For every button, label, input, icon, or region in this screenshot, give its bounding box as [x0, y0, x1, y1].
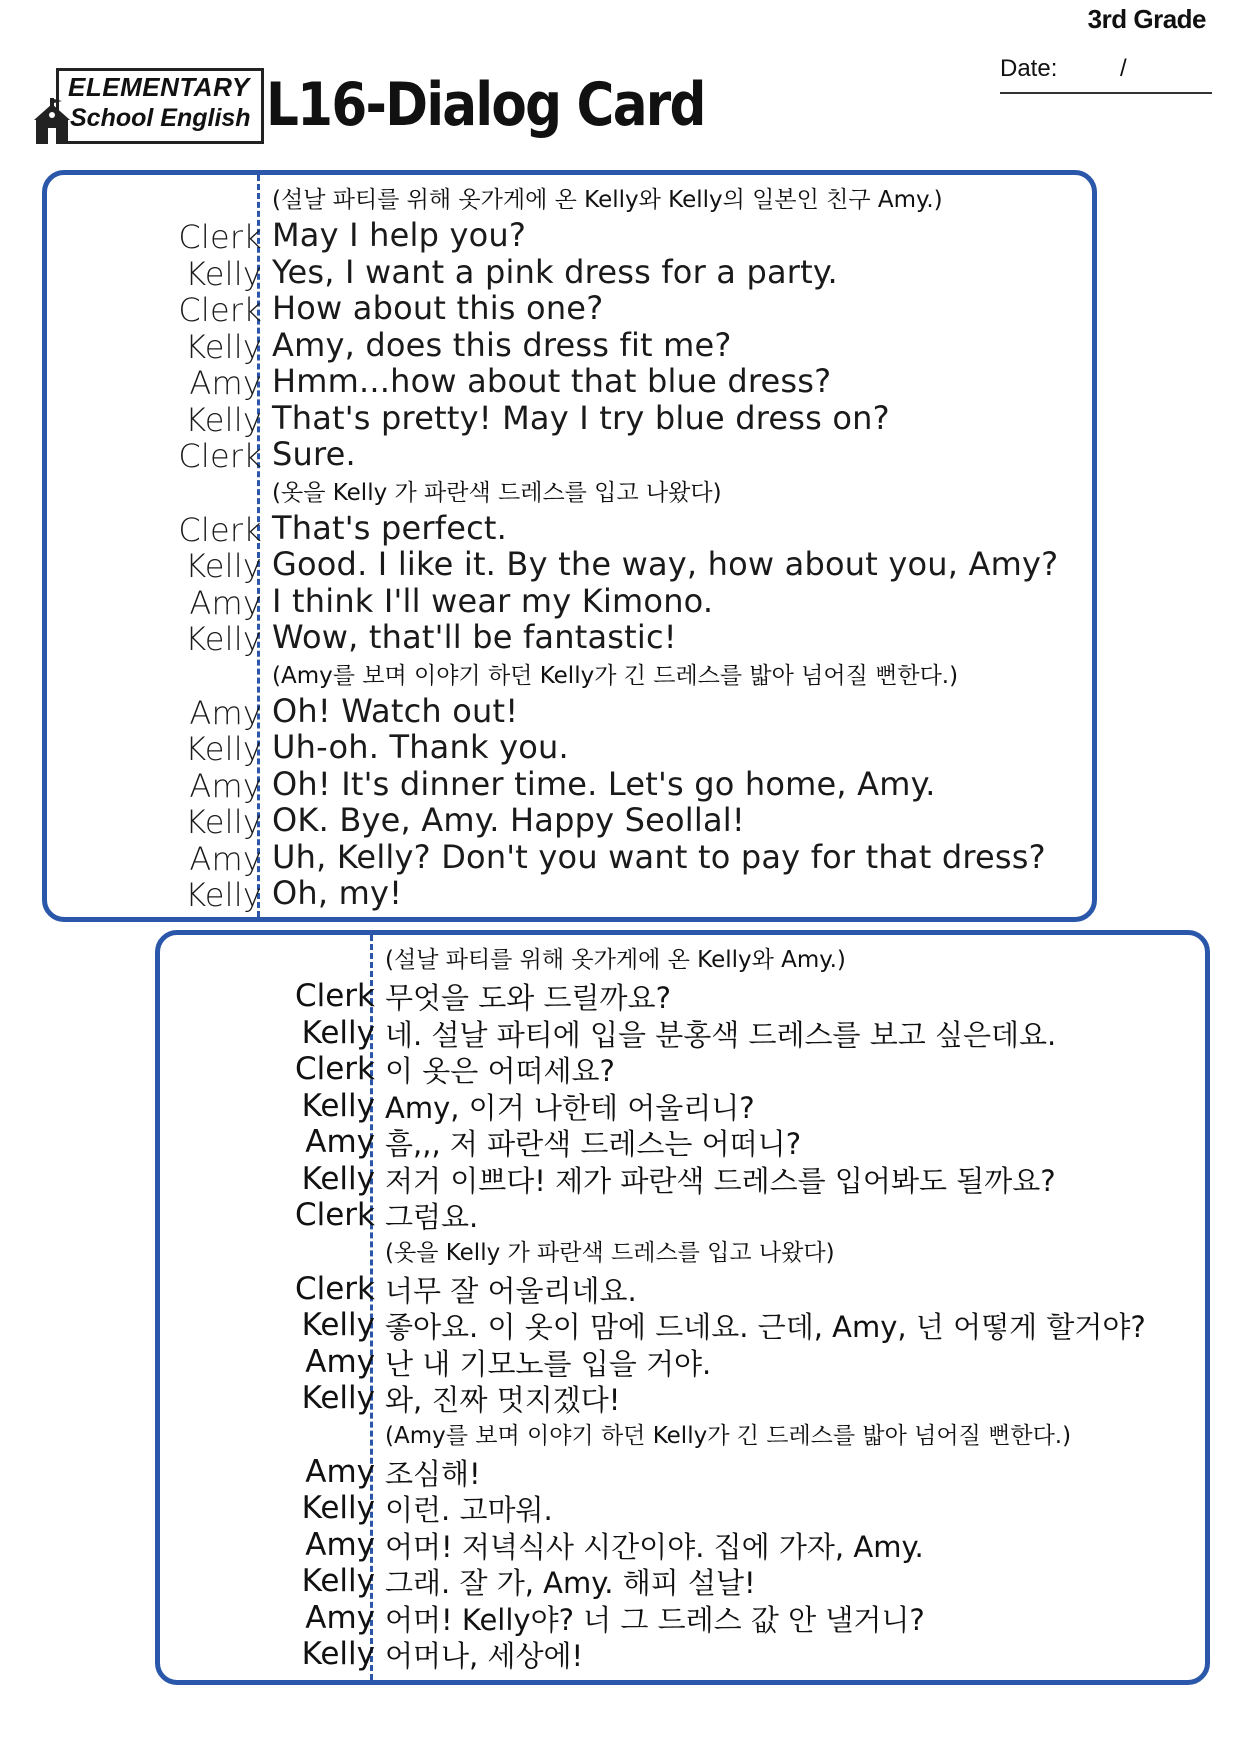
dialog-line: 어머나, 세상에!: [385, 1639, 584, 1673]
dialog-line: Oh! It's dinner time. Let's go home, Amy.: [272, 764, 936, 803]
speaker-name: Kelly: [185, 547, 262, 585]
date-field[interactable]: [1000, 52, 1212, 94]
dialog-line: Amy, 이거 나한테 어울리니?: [385, 1090, 755, 1125]
speaker-name: Clerk: [178, 510, 262, 549]
speaker-name: Amy: [189, 693, 262, 732]
dialog-line: Good. I like it. By the way, how about you, Amy?: [272, 545, 1059, 583]
speaker-name: Amy: [189, 766, 262, 805]
speaker-name: Kelly: [301, 1380, 375, 1416]
logo-line-2: School English: [70, 104, 251, 132]
logo-line-1: ELEMENTARY: [68, 72, 250, 102]
speaker-name: Clerk: [178, 218, 262, 256]
dialog-line: How about this one?: [272, 289, 604, 327]
korean-dialog-card: [155, 930, 1210, 1685]
date-separator: /: [1120, 55, 1127, 82]
dialog-line: OK. Bye, Amy. Happy Seollal!: [272, 801, 745, 839]
stage-direction: (옷을 Kelly 가 파란색 드레스를 입고 나왔다): [272, 479, 722, 506]
speaker-name: Kelly: [301, 1160, 375, 1197]
logo: [30, 68, 262, 144]
dialog-line: 흠,,, 저 파란색 드레스는 어떠니?: [385, 1127, 802, 1161]
school-building-icon: [30, 98, 74, 146]
dialog-line: 그럼요.: [385, 1200, 479, 1234]
dialog-line: 어머! 저녁식사 시간이야. 집에 가자, Amy.: [385, 1529, 924, 1564]
speaker-name: Kelly: [301, 1636, 375, 1672]
stage-direction: (설날 파티를 위해 옷가게에 온 Kelly와 Amy.): [385, 947, 846, 973]
stage-direction: (설날 파티를 위해 옷가게에 온 Kelly와 Kelly의 일본인 친구 Amy.): [272, 187, 943, 213]
dialog-line: That's pretty! May I try blue dress on?: [272, 398, 890, 437]
stage-direction: (Amy를 보며 이야기 하던 Kelly가 긴 드레스를 밟아 넘어질 뻔한다.): [385, 1422, 1072, 1449]
dialog-line: 이 옷은 어떠세요?: [385, 1054, 615, 1088]
speaker-name: Clerk: [294, 1197, 375, 1233]
speaker-name: Clerk: [178, 291, 262, 329]
speaker-name: Kelly: [301, 1307, 375, 1343]
speaker-name: Kelly: [185, 254, 262, 293]
speaker-name: Amy: [305, 1124, 375, 1160]
stage-direction: (옷을 Kelly 가 파란색 드레스를 입고 나왔다): [385, 1239, 835, 1266]
stage-direction: (Amy를 보며 이야기 하던 Kelly가 긴 드레스를 밟아 넘어질 뻔한다.): [272, 662, 959, 689]
speaker-name: Amy: [189, 583, 262, 622]
speaker-name: Kelly: [301, 1087, 375, 1124]
speaker-name: Kelly: [185, 400, 262, 439]
dialog-line: Oh! Watch out!: [272, 691, 519, 730]
dialog-line: Yes, I want a pink dress for a party.: [272, 252, 838, 291]
dialog-line: Amy, does this dress fit me?: [272, 325, 732, 364]
dialog-line: May I help you?: [272, 216, 527, 254]
speaker-name: Kelly: [185, 730, 262, 768]
speaker-name: Amy: [189, 364, 262, 402]
speaker-name: Kelly: [185, 327, 262, 366]
dialog-line: That's perfect.: [272, 508, 508, 547]
page-title: L16-Dialog Card: [266, 70, 705, 140]
speaker-name: Clerk: [294, 978, 375, 1014]
speaker-name: Amy: [305, 1599, 375, 1636]
dialog-line: 너무 잘 어울리네요.: [385, 1273, 637, 1308]
dialog-line: 난 내 기모노를 입을 거야.: [385, 1346, 712, 1381]
date-label: Date:: [1000, 55, 1058, 82]
dialog-line: 그래. 잘 가, Amy. 해피 설날!: [385, 1566, 756, 1600]
speaker-name: Amy: [189, 839, 262, 878]
english-dialog-card: [42, 170, 1097, 922]
speaker-name: Clerk: [178, 437, 262, 475]
dialog-line: Oh, my!: [272, 874, 403, 912]
dialog-line: 좋아요. 이 옷이 맘에 드네요. 근데, Amy, 넌 어떻게 할거야?: [385, 1310, 1146, 1344]
grade-label: 3rd Grade: [1087, 4, 1206, 34]
dialog-line: Hmm...how about that blue dress?: [272, 362, 832, 400]
speaker-name: Kelly: [185, 876, 262, 914]
speaker-name: Kelly: [301, 1563, 375, 1599]
speaker-name: Clerk: [294, 1270, 375, 1307]
dialog-line: I think I'll wear my Kimono.: [272, 581, 714, 620]
dialog-line: 네. 설날 파티에 입을 분홍색 드레스를 보고 싶은데요.: [385, 1017, 1057, 1052]
dialog-line: 저거 이쁘다! 제가 파란색 드레스를 입어봐도 될까요?: [385, 1163, 1056, 1198]
speaker-name: Amy: [305, 1453, 375, 1490]
speaker-name: Amy: [305, 1343, 375, 1380]
dialog-line: Uh, Kelly? Don't you want to pay for that dress?: [272, 837, 1046, 876]
speaker-name: Amy: [305, 1526, 375, 1563]
speaker-name: Clerk: [294, 1051, 375, 1087]
dialog-line: Wow, that'll be fantastic!: [272, 618, 677, 656]
dialog-line: Uh-oh. Thank you.: [272, 728, 569, 766]
speaker-name: Kelly: [185, 620, 262, 658]
dialog-line: 이런. 고마워.: [385, 1493, 553, 1527]
speaker-name: Kelly: [301, 1490, 375, 1526]
dialog-line: 조심해!: [385, 1456, 481, 1491]
dialog-line: 무엇을 도와 드릴까요?: [385, 981, 671, 1015]
dialog-line: Sure.: [272, 435, 356, 473]
speaker-name: Kelly: [301, 1014, 375, 1051]
dialog-line: 와, 진짜 멋지겠다!: [385, 1383, 621, 1417]
speaker-name: Kelly: [185, 803, 262, 841]
dialog-line: 어머! Kelly야? 너 그 드레스 값 안 낼거니?: [385, 1602, 925, 1637]
